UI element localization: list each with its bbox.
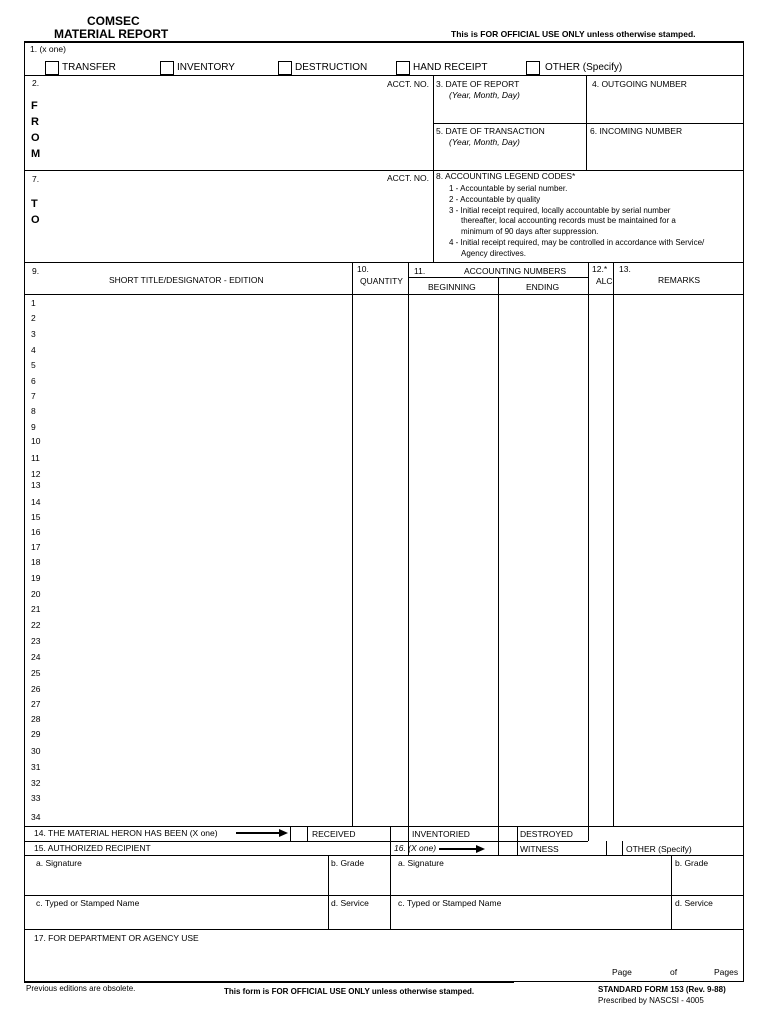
transfer-checkbox[interactable] (45, 61, 59, 75)
divider (24, 855, 744, 856)
field16-label: 16. (X one) (394, 843, 437, 853)
destruction-label: DESTRUCTION (295, 62, 368, 73)
hand-receipt-checkbox[interactable] (396, 61, 410, 75)
right-border (743, 41, 744, 982)
footer-notice: This form is FOR OFFICIAL USE ONLY unless otherwise stamped. (224, 987, 475, 996)
divider (24, 895, 744, 896)
divider (328, 855, 329, 929)
recipient-name-label: c. Typed or Stamped Name (36, 898, 140, 908)
col-divider (352, 262, 353, 826)
field1-label: 1. (x one) (30, 44, 66, 54)
from-letter-f: F (31, 100, 38, 112)
to-acct-no: ACCT. NO. (387, 173, 430, 183)
witness-grade-label: b. Grade (675, 858, 709, 868)
legend-line: Agency directives. (461, 249, 526, 258)
date-of-report-sub: (Year, Month, Day) (449, 90, 520, 100)
row-number: 5 (31, 360, 36, 370)
recipient-grade-label: b. Grade (331, 858, 365, 868)
divider (24, 929, 744, 930)
row-number: 16 (31, 527, 41, 537)
row-number: 27 (31, 699, 41, 709)
divider (588, 826, 589, 841)
other-specify-option[interactable]: OTHER (Specify) (626, 844, 692, 854)
row-number: 30 (31, 746, 41, 756)
divider (24, 170, 744, 171)
col9-num: 9. (32, 266, 40, 276)
of-label: of (670, 967, 678, 977)
row-number: 10 (31, 436, 41, 446)
page-label: Page (612, 967, 632, 977)
field15-label: 15. AUTHORIZED RECIPIENT (34, 843, 151, 853)
row-number: 7 (31, 391, 36, 401)
row-number: 28 (31, 714, 41, 724)
row-number: 11 (31, 453, 40, 463)
form-title-comsec: COMSEC (87, 14, 140, 28)
row-number: 14 (31, 497, 41, 507)
date-of-transaction-sub: (Year, Month, Day) (449, 137, 520, 147)
divider (390, 841, 391, 929)
divider (24, 262, 744, 263)
destroyed-option[interactable]: DESTROYED (520, 829, 573, 839)
from-num: 2. (32, 78, 40, 88)
row-number: 6 (31, 376, 36, 386)
row-number: 22 (31, 620, 41, 630)
witness-signature-label: a. Signature (398, 858, 444, 868)
divider (290, 826, 291, 841)
to-letter-o: O (31, 214, 40, 226)
other-label: OTHER (Specify) (545, 62, 623, 73)
bottom-border (514, 981, 744, 982)
row-number: 25 (31, 668, 41, 678)
pages-label: Pages (714, 967, 739, 977)
date-of-report-label: 3. DATE OF REPORT (436, 79, 520, 89)
bottom-border (24, 981, 514, 983)
inventoried-option[interactable]: INVENTORIED (412, 829, 470, 839)
footer-obsolete: Previous editions are obsolete. (26, 984, 136, 993)
divider (606, 841, 607, 856)
col13-header: REMARKS (658, 275, 701, 285)
destruction-checkbox[interactable] (278, 61, 292, 75)
col13-num: 13. (619, 264, 631, 274)
row-number: 3 (31, 329, 36, 339)
col-divider (408, 262, 409, 826)
row-number: 4 (31, 345, 36, 355)
row-number: 21 (31, 604, 41, 614)
legend-line: thereafter, local accounting records must be maintained for a (461, 216, 676, 225)
field17-label: 17. FOR DEPARTMENT OR AGENCY USE (34, 933, 199, 943)
legend-line: 4 - Initial receipt required, may be controlled in accordance with Service/ (449, 238, 705, 247)
row-number: 26 (31, 684, 41, 694)
col11-beginning: BEGINNING (428, 282, 476, 292)
to-num: 7. (32, 174, 40, 184)
row-number: 17 (31, 542, 41, 552)
legend-title: 8. ACCOUNTING LEGEND CODES* (436, 171, 576, 181)
legend-line: 3 - Initial receipt required, locally accountable by serial number (449, 206, 671, 215)
row-number: 34 (31, 812, 41, 822)
footer-form-number: STANDARD FORM 153 (Rev. 9-88) (598, 985, 726, 994)
witness-name-label: c. Typed or Stamped Name (398, 898, 502, 908)
arrow-icon (439, 848, 477, 850)
from-letter-m: M (31, 148, 41, 160)
divider (24, 826, 744, 827)
divider (24, 75, 744, 76)
inventory-checkbox[interactable] (160, 61, 174, 75)
recipient-signature-label: a. Signature (36, 858, 82, 868)
legend-line: minimum of 90 days after suppression. (461, 227, 599, 236)
col-divider (613, 262, 614, 826)
top-border (24, 41, 744, 43)
legend-line: 2 - Accountable by quality (449, 195, 541, 204)
row-number: 24 (31, 652, 41, 662)
from-letter-r: R (31, 116, 39, 128)
row-number: 9 (31, 422, 36, 432)
row-number: 1 (31, 298, 36, 308)
incoming-number-label: 6. INCOMING NUMBER (590, 126, 683, 136)
divider (433, 123, 744, 124)
inventory-label: INVENTORY (177, 62, 235, 73)
divider (24, 294, 744, 295)
col11-ending: ENDING (526, 282, 560, 292)
row-number: 33 (31, 793, 41, 803)
row-number: 31 (31, 762, 41, 772)
col9-header: SHORT TITLE/DESIGNATOR - EDITION (109, 275, 264, 285)
hand-receipt-label: HAND RECEIPT (413, 62, 488, 73)
row-number: 23 (31, 636, 41, 646)
recipient-service-label: d. Service (331, 898, 369, 908)
row-number: 19 (31, 573, 41, 583)
witness-option[interactable]: WITNESS (520, 844, 559, 854)
row-number: 20 (31, 589, 41, 599)
to-letter-t: T (31, 198, 38, 210)
footer-prescribed: Prescribed by NASCSI - 4005 (598, 996, 704, 1005)
divider (24, 841, 588, 842)
col11-header: ACCOUNTING NUMBERS (464, 266, 567, 276)
witness-service-label: d. Service (675, 898, 713, 908)
transfer-label: TRANSFER (62, 62, 116, 73)
row-number: 12 (31, 469, 41, 479)
legend-line: 1 - Accountable by serial number. (449, 184, 568, 193)
row-number: 18 (31, 557, 41, 567)
col10-header: QUANTITY (360, 276, 403, 286)
outgoing-number-label: 4. OUTGOING NUMBER (592, 79, 687, 89)
from-letter-o: O (31, 132, 40, 144)
row-number: 29 (31, 729, 41, 739)
divider (671, 855, 672, 929)
divider (622, 841, 623, 856)
row-number: 2 (31, 313, 36, 323)
row-number: 8 (31, 406, 36, 416)
other-checkbox[interactable] (526, 61, 540, 75)
row-number: 15 (31, 512, 41, 522)
received-option[interactable]: RECEIVED (312, 829, 356, 839)
row-number: 13 (31, 480, 41, 490)
col12-header: ALC (596, 276, 613, 286)
header-notice: This is FOR OFFICIAL USE ONLY unless otherwise stamped. (451, 29, 696, 39)
divider (390, 826, 391, 841)
col-divider (588, 262, 589, 826)
row-number: 32 (31, 778, 41, 788)
col11-num: 11. (414, 266, 426, 276)
from-acct-no: ACCT. NO. (387, 79, 430, 89)
col12-num: 12.* (592, 264, 608, 274)
field14-label: 14. THE MATERIAL HERON HAS BEEN (X one) (34, 828, 218, 838)
col-divider (498, 277, 499, 826)
divider (307, 826, 308, 841)
arrow-icon (236, 832, 280, 834)
col10-num: 10. (357, 264, 369, 274)
date-of-transaction-label: 5. DATE OF TRANSACTION (436, 126, 545, 136)
form-title-material-report: MATERIAL REPORT (54, 27, 169, 41)
divider (433, 170, 434, 262)
